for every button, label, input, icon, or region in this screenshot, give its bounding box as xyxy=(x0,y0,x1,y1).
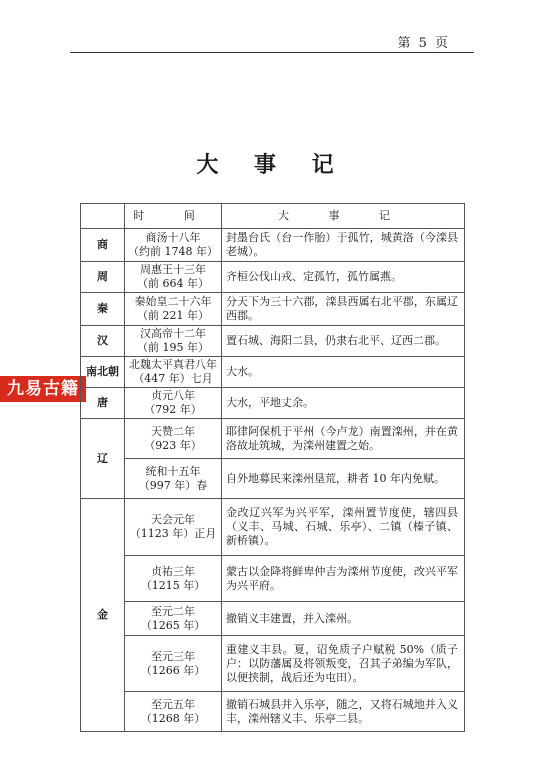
time-cell: 至元五年 （1268 年） xyxy=(125,692,222,732)
dynasty-cell: 唐 xyxy=(81,388,125,419)
table-row xyxy=(81,556,465,602)
event-cell: 分天下为三十六郡，滦县西属右北平郡，东属辽西郡。 xyxy=(222,293,465,326)
event-cell: 撤销石城县并入乐亭，随之，又将石城地并入义丰，滦州辖义丰、乐亭二县。 xyxy=(222,692,465,732)
time-cell: 统和十五年 （997 年）春 xyxy=(125,459,222,499)
table-row xyxy=(81,388,465,419)
event-cell: 自外地募民来滦州垦荒，耕者 10 年内免赋。 xyxy=(222,459,465,499)
dynasty-cell: 汉 xyxy=(81,326,125,357)
table-row xyxy=(81,262,465,293)
header-time: 时 间 xyxy=(125,204,222,229)
table-row xyxy=(81,459,465,499)
page-header xyxy=(70,30,474,53)
header-dynasty xyxy=(81,204,125,229)
table-row xyxy=(81,326,465,357)
time-cell: 周惠王十三年 （前 664 年） xyxy=(125,262,222,293)
time-cell: 天会元年 （1123 年）正月 xyxy=(125,499,222,556)
table-row xyxy=(81,636,465,692)
dynasty-cell: 南北朝 xyxy=(81,357,125,388)
event-cell: 撤销义丰建置，并入滦州。 xyxy=(222,602,465,636)
table-row xyxy=(81,357,465,388)
time-cell: 贞元八年 （792 年） xyxy=(125,388,222,419)
table-header-row xyxy=(81,204,465,229)
table-row xyxy=(81,229,465,262)
table-row xyxy=(81,499,465,556)
event-cell: 耶律阿保机于平州（今卢龙）南置滦州，并在黄洛故址筑城，为滦州建置之始。 xyxy=(222,419,465,459)
time-cell: 天赞二年 （923 年） xyxy=(125,419,222,459)
event-cell: 蒙古以金降将鲜卑仲吉为滦州节度使，改兴平军为兴平府。 xyxy=(222,556,465,602)
page-title: 大 事 记 xyxy=(196,152,348,178)
dynasty-cell: 辽 xyxy=(81,419,125,499)
page-number: 第 5 页 xyxy=(397,36,450,51)
time-cell: 商汤十八年 （约前 1748 年） xyxy=(125,229,222,262)
time-cell: 至元二年 （1265 年） xyxy=(125,602,222,636)
dynasty-cell: 商 xyxy=(81,229,125,262)
time-cell: 北魏太平真君八年 （447 年）七月 xyxy=(125,357,222,388)
event-cell: 封墨台氏（台一作胎）于孤竹，城黄洛（今滦县老城）。 xyxy=(222,229,465,262)
event-cell: 置石城、海阳二县，仍隶右北平、辽西二郡。 xyxy=(222,326,465,357)
event-cell: 重建义丰县。夏，诏免质子户赋税 50%（质子户：以防藩属及将领叛变，召其子弟编为军队，以便挟制，战后还为屯田）。 xyxy=(222,636,465,692)
time-cell: 汉高帝十二年 （前 195 年） xyxy=(125,326,222,357)
event-cell: 齐桓公伐山戎、定孤竹，孤竹属燕。 xyxy=(222,262,465,293)
table-row xyxy=(81,293,465,326)
table-row xyxy=(81,602,465,636)
header-event: 大 事 记 xyxy=(222,204,465,229)
time-cell: 至元三年 （1266 年） xyxy=(125,636,222,692)
time-cell: 秦始皇二十六年 （前 221 年） xyxy=(125,293,222,326)
dynasty-cell: 金 xyxy=(81,499,125,732)
dynasty-cell: 周 xyxy=(81,262,125,293)
table-row xyxy=(81,419,465,459)
chronology-table xyxy=(80,203,465,732)
dynasty-cell: 秦 xyxy=(81,293,125,326)
event-cell: 金改辽兴军为兴平军，滦州置节度使，辖四县（义丰、马城、石城、乐亭）、二镇（榛子镇、新桥镇）。 xyxy=(222,499,465,556)
event-cell: 大水，平地丈余。 xyxy=(222,388,465,419)
table-row xyxy=(81,692,465,732)
watermark-logo: 九易古籍网 xyxy=(0,376,86,402)
event-cell: 大水。 xyxy=(222,357,465,388)
time-cell: 贞祐三年 （1215 年） xyxy=(125,556,222,602)
